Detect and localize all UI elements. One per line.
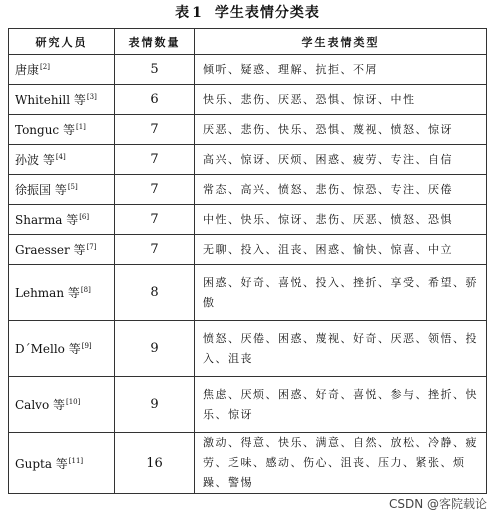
count-cell: 7 — [115, 235, 195, 265]
types-cell: 高兴、惊讶、厌烦、困惑、疲劳、专注、自信 — [195, 145, 487, 175]
researcher-name: D´Mello 等 — [15, 342, 81, 356]
types-cell: 愤怒、厌倦、困惑、蔑视、好奇、厌恶、领悟、投入、沮丧 — [195, 321, 487, 377]
count-cell: 6 — [115, 85, 195, 115]
researcher-cell — [9, 377, 115, 433]
researcher-cell — [9, 433, 115, 494]
header-row — [9, 29, 487, 55]
researcher-name: 徐振国 等 — [15, 183, 67, 197]
count-cell: 9 — [115, 321, 195, 377]
researcher-name: Graesser 等 — [15, 243, 86, 257]
types-cell: 焦虑、厌烦、困惑、好奇、喜悦、参与、挫折、快乐、惊讶 — [195, 377, 487, 433]
table-row — [9, 55, 487, 85]
researcher-cell — [9, 175, 115, 205]
table-row — [9, 377, 487, 433]
header-types: 学生表情类型 — [195, 29, 487, 55]
table-row — [9, 175, 487, 205]
header-researcher: 研究人员 — [9, 29, 115, 55]
caption-text: 学生表情分类表 — [214, 5, 320, 21]
researcher-name: Lehman 等 — [15, 286, 80, 300]
table-caption — [0, 4, 495, 22]
count-cell: 9 — [115, 377, 195, 433]
researcher-name: Tonguc 等 — [15, 123, 75, 137]
caption-number: 1 — [192, 5, 203, 21]
types-cell: 无聊、投入、沮丧、困惑、愉快、惊喜、中立 — [195, 235, 487, 265]
types-cell: 困惑、好奇、喜悦、投入、挫折、享受、希望、骄傲 — [195, 265, 487, 321]
researcher-cell — [9, 205, 115, 235]
researcher-name: 唐康 — [15, 63, 40, 77]
types-cell: 常态、高兴、愤怒、悲伤、惊恐、专注、厌倦 — [195, 175, 487, 205]
count-cell: 8 — [115, 265, 195, 321]
table-row — [9, 433, 487, 494]
reference-mark: [2] — [40, 63, 50, 71]
reference-mark: [10] — [66, 398, 81, 406]
researcher-cell — [9, 145, 115, 175]
count-cell: 16 — [115, 433, 195, 494]
table-row — [9, 265, 487, 321]
researcher-name: Sharma 等 — [15, 213, 79, 227]
researcher-cell — [9, 235, 115, 265]
table-row — [9, 321, 487, 377]
reference-mark: [11] — [68, 456, 84, 465]
reference-mark: [9] — [81, 342, 92, 350]
reference-mark: [4] — [55, 153, 66, 161]
header-count: 表情数量 — [115, 29, 195, 55]
types-cell: 中性、快乐、惊讶、悲伤、厌恶、愤怒、恐惧 — [195, 205, 487, 235]
types-cell: 倾听、疑惑、理解、抗拒、不屑 — [195, 55, 487, 85]
count-cell: 7 — [115, 175, 195, 205]
csdn-watermark: CSDN @客院载论 — [388, 497, 487, 511]
researcher-cell — [9, 55, 115, 85]
reference-mark: [6] — [79, 213, 90, 221]
researcher-name: 孙波 等 — [15, 153, 55, 167]
count-cell: 7 — [115, 205, 195, 235]
researcher-name: Gupta 等 — [15, 456, 68, 471]
reference-mark: [8] — [80, 286, 91, 294]
researcher-name: Calvo 等 — [15, 398, 65, 412]
reference-mark: [7] — [86, 243, 97, 251]
researcher-cell — [9, 321, 115, 377]
count-cell: 5 — [115, 55, 195, 85]
caption-prefix: 表 — [175, 5, 191, 21]
count-cell: 7 — [115, 115, 195, 145]
reference-mark: [1] — [75, 123, 86, 131]
types-cell: 厌恶、悲伤、快乐、恐惧、蔑视、愤怒、惊讶 — [195, 115, 487, 145]
researcher-cell — [9, 115, 115, 145]
table-row — [9, 115, 487, 145]
reference-mark: [3] — [86, 93, 97, 101]
types-cell: 快乐、悲伤、厌恶、恐惧、惊讶、中性 — [195, 85, 487, 115]
researcher-cell — [9, 265, 115, 321]
count-cell: 7 — [115, 145, 195, 175]
emotion-classification-table — [8, 28, 487, 494]
table-row — [9, 145, 487, 175]
table-row — [9, 235, 487, 265]
table-row — [9, 205, 487, 235]
researcher-name: Whitehill 等 — [15, 93, 86, 107]
researcher-cell — [9, 85, 115, 115]
table-row — [9, 85, 487, 115]
reference-mark: [5] — [67, 183, 78, 191]
types-cell: 激动、得意、快乐、满意、自然、放松、冷静、疲劳、乏味、感动、伤心、沮丧、压力、紧张、烦躁、警惕 — [195, 433, 487, 494]
